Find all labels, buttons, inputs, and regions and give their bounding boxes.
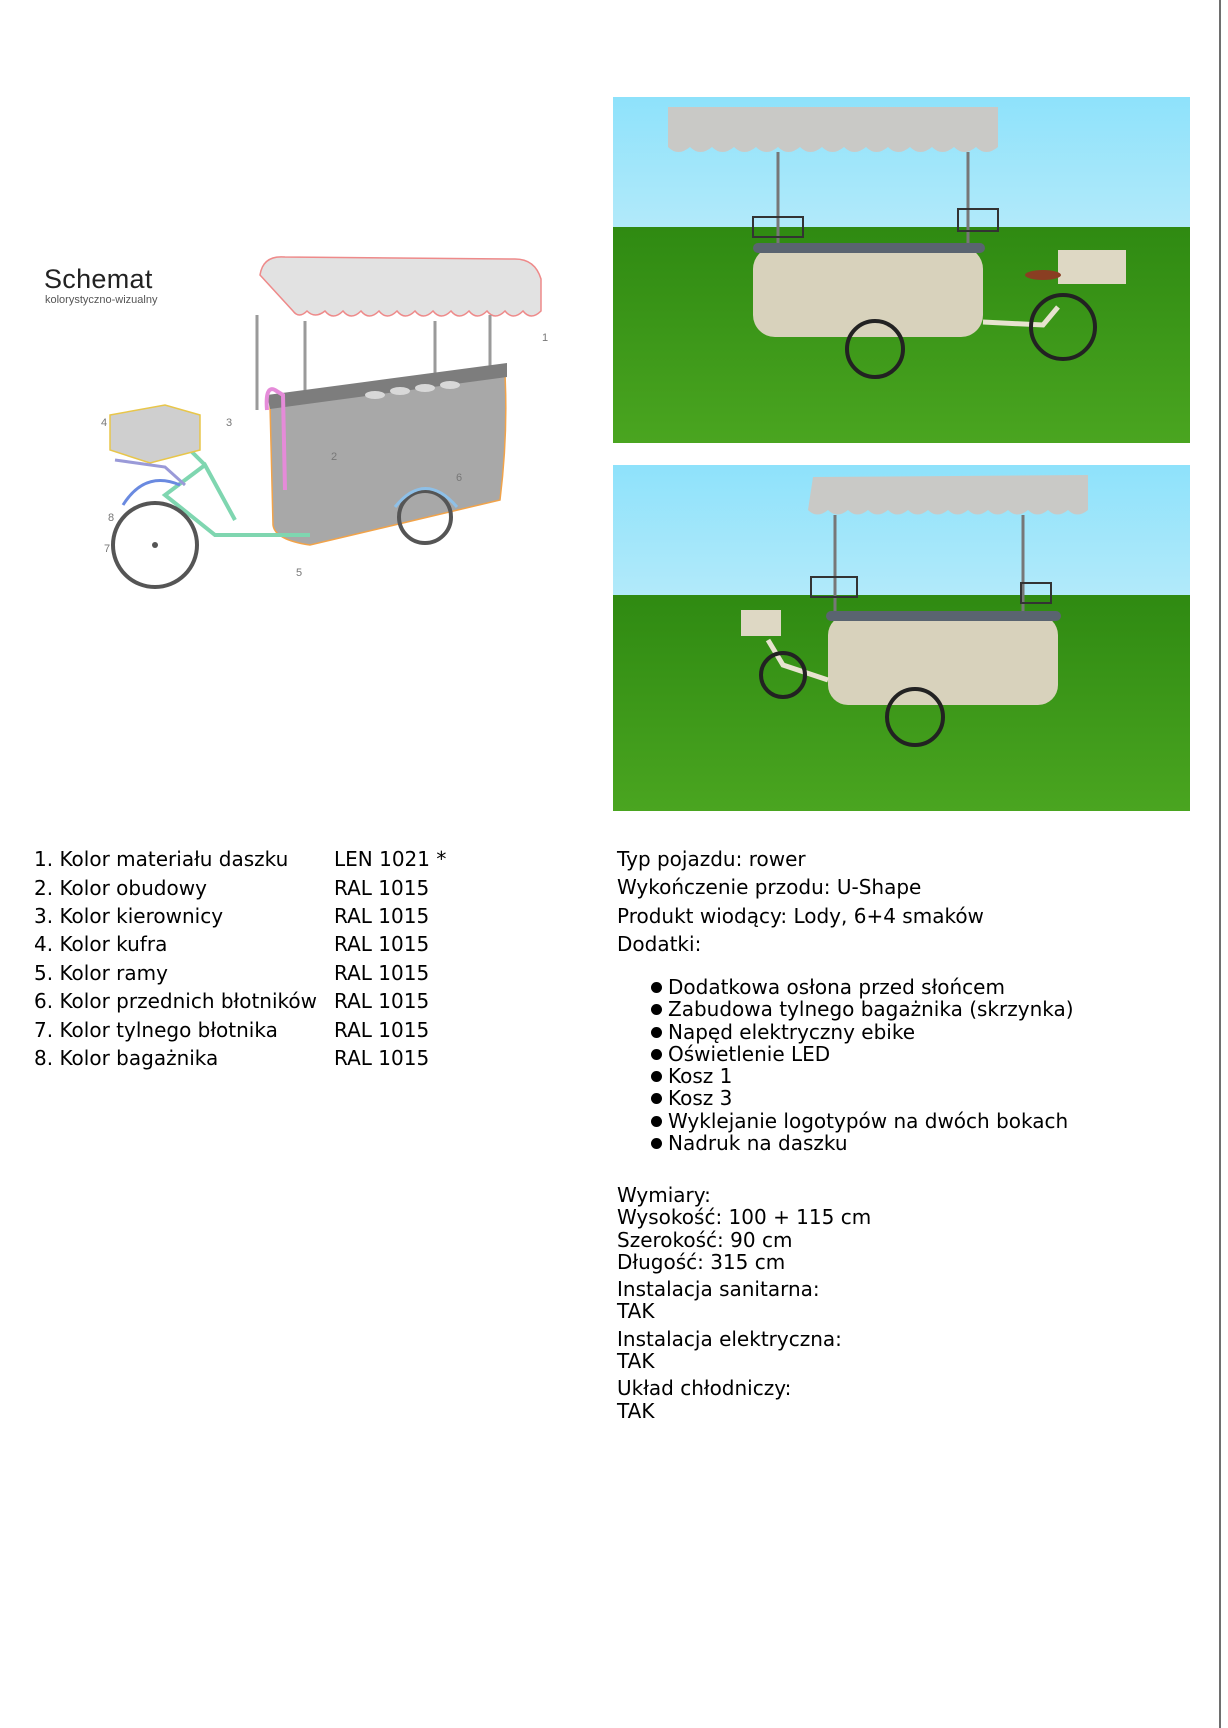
color-value: RAL 1015 <box>334 989 430 1014</box>
addon-text: Wyklejanie logotypów na dwóch bokach <box>668 1108 1069 1133</box>
color-label: 6. Kolor przednich błotników <box>34 989 317 1014</box>
color-value: RAL 1015 <box>334 1017 430 1042</box>
list-item <box>651 1021 1074 1043</box>
cooling-label: Układ chłodniczy: <box>617 1376 792 1401</box>
color-label: 8. Kolor bagażnika <box>34 1045 219 1070</box>
callout-2: 2 <box>331 451 338 463</box>
color-table <box>34 845 446 1072</box>
addon-text: Kosz 3 <box>668 1086 733 1111</box>
addon-text: Napęd elektryczny ebike <box>668 1019 916 1044</box>
table-row <box>34 1044 446 1072</box>
page-edge-rule <box>1219 0 1228 1728</box>
table-row <box>34 987 446 1015</box>
color-value: RAL 1015 <box>334 1045 430 1070</box>
table-row <box>34 1015 446 1043</box>
color-value: RAL 1015 <box>334 903 430 928</box>
addon-text: Dodatkowa osłona przed słońcem <box>668 975 1005 999</box>
dimensions-block <box>617 1184 871 1422</box>
cart-schematic-illustration <box>95 245 595 615</box>
addon-text: Zabudowa tylnego bagażnika (skrzynka) <box>668 997 1074 1022</box>
callout-7: 7 <box>104 543 111 555</box>
callout-5: 5 <box>296 567 303 579</box>
color-label: 4. Kolor kufra <box>34 932 168 957</box>
list-item <box>651 1087 1074 1109</box>
length-value: Długość: 315 cm <box>617 1249 786 1274</box>
table-row <box>34 845 446 873</box>
electrical-value: TAK <box>617 1349 655 1374</box>
addon-text: Nadruk na daszku <box>668 1131 848 1156</box>
addons-label: Dodatki: <box>617 932 702 957</box>
bullet-icon <box>651 1004 662 1015</box>
color-label: 7. Kolor tylnego błotnika <box>34 1017 278 1042</box>
color-label: 2. Kolor obudowy <box>34 875 207 900</box>
cart-render-angle <box>613 465 1190 811</box>
addon-text: Oświetlenie LED <box>668 1041 831 1066</box>
schema-title: Schemat <box>44 264 153 294</box>
vehicle-type: Typ pojazdu: rower <box>617 847 806 871</box>
bullet-icon <box>651 1116 662 1127</box>
dimensions-label: Wymiary: <box>617 1183 711 1207</box>
color-label: 1. Kolor materiału daszku <box>34 847 289 872</box>
table-row <box>34 959 446 987</box>
front-finish: Wykończenie przodu: U-Shape <box>617 875 922 900</box>
callout-8: 8 <box>108 512 115 524</box>
cart-render-side <box>613 97 1190 443</box>
spec-block <box>617 845 984 959</box>
color-value: LEN 1021 * <box>334 847 447 872</box>
bullet-icon <box>651 1093 662 1104</box>
bullet-icon <box>651 1049 662 1060</box>
list-item <box>651 976 1074 998</box>
list-item <box>651 1110 1074 1132</box>
list-item <box>651 1065 1074 1087</box>
addons-list <box>651 976 1074 1154</box>
trunk <box>110 405 200 463</box>
list-item <box>651 1043 1074 1065</box>
color-value: RAL 1015 <box>334 960 430 985</box>
height-value: Wysokość: 100 + 115 cm <box>617 1205 872 1230</box>
callout-4: 4 <box>101 417 108 429</box>
table-row <box>34 930 446 958</box>
callout-3: 3 <box>226 417 233 429</box>
bullet-icon <box>651 1027 662 1038</box>
color-label: 5. Kolor ramy <box>34 960 168 985</box>
list-item <box>651 1132 1074 1154</box>
color-value: RAL 1015 <box>334 875 430 900</box>
callout-6: 6 <box>456 472 463 484</box>
width-value: Szerokość: 90 cm <box>617 1227 793 1252</box>
table-row <box>34 873 446 901</box>
lead-product: Produkt wiodący: Lody, 6+4 smaków <box>617 903 984 928</box>
list-item <box>651 998 1074 1020</box>
sanitary-label: Instalacja sanitarna: <box>617 1277 820 1302</box>
bullet-icon <box>651 1138 662 1149</box>
electrical-label: Instalacja elektryczna: <box>617 1326 842 1351</box>
schema-subtitle: kolorystyczno-wizualny <box>45 294 158 306</box>
bullet-icon <box>651 1071 662 1082</box>
color-value: RAL 1015 <box>334 932 430 957</box>
table-row <box>34 902 446 930</box>
bullet-icon <box>651 982 662 993</box>
callout-1: 1 <box>542 332 549 344</box>
color-label: 3. Kolor kierownicy <box>34 903 224 928</box>
cooling-value: TAK <box>617 1398 655 1423</box>
canopy <box>260 257 541 316</box>
addon-text: Kosz 1 <box>668 1064 733 1089</box>
sanitary-value: TAK <box>617 1299 655 1324</box>
